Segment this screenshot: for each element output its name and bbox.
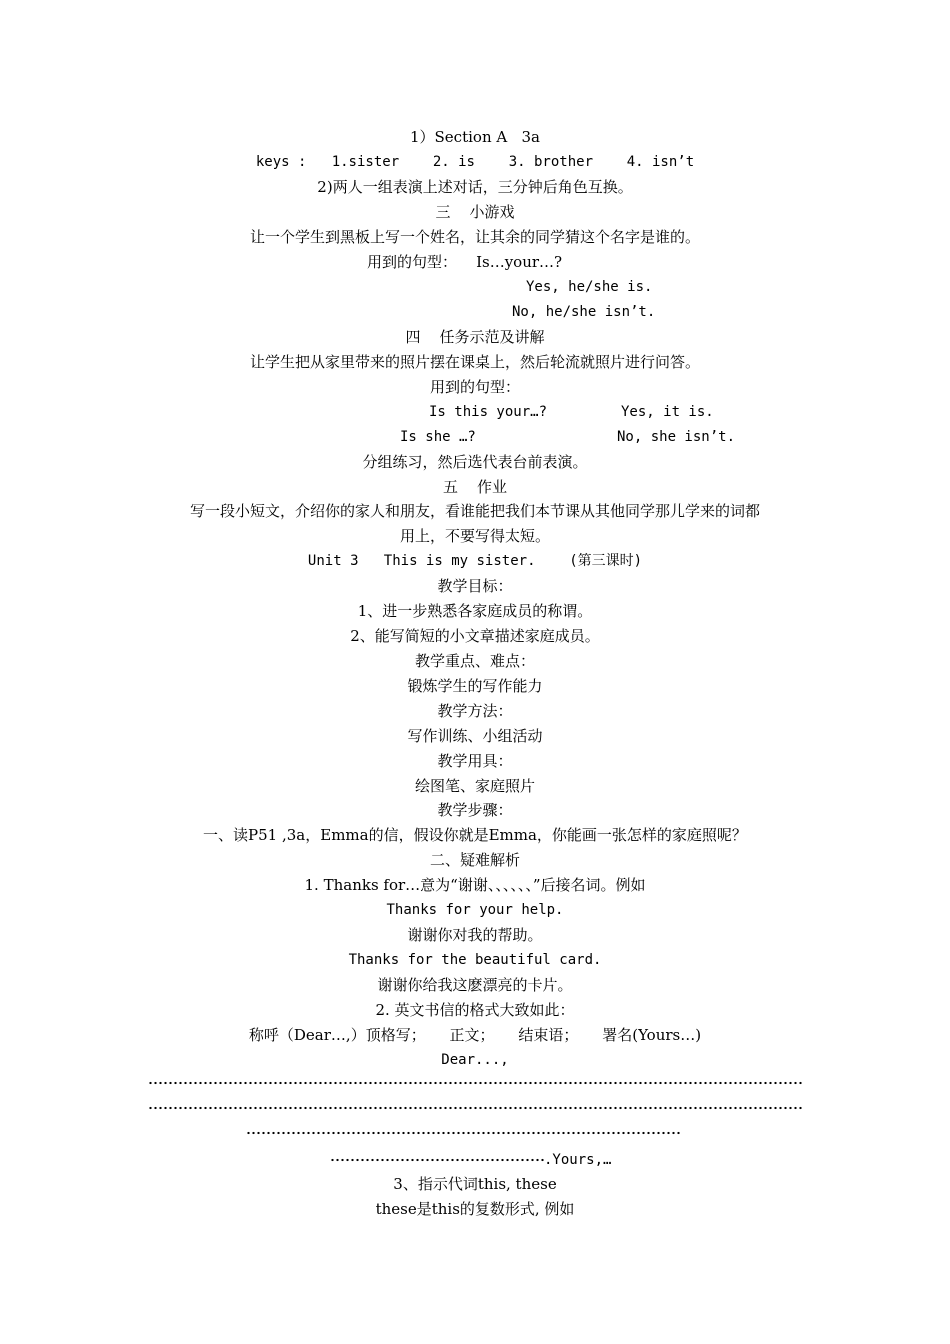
game-description: 让一个学生到黑板上写一个姓名，让其余的同学猜这个名字是谁的。	[249, 228, 700, 246]
dotted-line-1	[148, 1080, 802, 1086]
example-1-en: Thanks for your help.	[386, 902, 564, 918]
task-description: 让学生把从家里带来的照片摆在课桌上，然后轮流就照片进行问答。	[249, 353, 700, 371]
dotted-line-3	[246, 1130, 680, 1136]
letter-format-parts: 称呼（Dear…,）顶格写； 正文； 结束语； 署名(Yours…)	[248, 1026, 702, 1044]
letter-closing: .Yours,…	[544, 1152, 612, 1168]
task-pattern-label: 用到的句型：	[429, 378, 520, 396]
section-a-3a: 1）Section A 3a	[409, 128, 540, 146]
heading-game: 三 小游戏	[435, 203, 515, 221]
materials: 绘图笔、家庭照片	[414, 777, 535, 795]
game-pattern-no: No, he/she isn’t.	[512, 304, 656, 320]
group-practice: 分组练习，然后选代表台前表演。	[362, 453, 588, 471]
example-2-zh: 谢谢你给我这麽漂亮的卡片。	[377, 976, 573, 994]
step-1: 一、读P51 ,3a，Emma的信，假设你就是Emma，你能画一张怎样的家庭照呢？	[203, 826, 747, 844]
heading-methods: 教学方法：	[437, 702, 513, 720]
task-pattern-q1: Is this your…?	[429, 404, 548, 420]
game-pattern-question: 用到的句型： Is…your…?	[367, 253, 563, 271]
step-2-heading: 二、疑难解析	[429, 851, 520, 869]
objective-2: 2、能写简短的小文章描述家庭成员。	[350, 627, 600, 645]
example-2-en: Thanks for the beautiful card.	[348, 952, 602, 968]
unit-title: Unit 3 This is my sister. (第三课时)	[307, 553, 643, 569]
heading-objectives: 教学目标：	[437, 577, 513, 595]
letter-greeting: Dear...,	[441, 1052, 509, 1068]
letter-format-heading: 2. 英文书信的格式大致如此：	[375, 1001, 575, 1019]
key-points: 锻炼学生的写作能力	[407, 677, 543, 695]
pair-dialogue-instruction: 2)两人一组表演上述对话，三分钟后角色互换。	[317, 178, 633, 196]
heading-steps: 教学步骤：	[437, 801, 513, 819]
answer-keys: keys : 1.sister 2. is 3. brother 4. isn’t	[255, 154, 695, 170]
heading-key-points: 教学重点、难点：	[414, 652, 535, 670]
thanks-for-explanation: 1. Thanks for…意为“谢谢、、、、、、”后接名词。例如	[304, 876, 646, 894]
task-pattern-a1: Yes, it is.	[621, 404, 714, 420]
task-pattern-q2: Is she …?	[400, 429, 476, 445]
heading-materials: 教学用具：	[437, 752, 513, 770]
homework-line-2: 用上，不要写得太短。	[399, 527, 550, 545]
game-pattern-yes: Yes, he/she is.	[526, 279, 653, 295]
heading-homework: 五 作业	[442, 478, 508, 496]
task-pattern-a2: No, she isn’t.	[617, 429, 736, 445]
demonstratives-plural: these是this的复数形式, 例如	[375, 1200, 575, 1218]
demonstratives-heading: 3、指示代词this, these	[393, 1175, 557, 1193]
dotted-line-2	[148, 1105, 802, 1111]
heading-task-demo: 四 任务示范及讲解	[405, 328, 545, 346]
homework-line-1: 写一段小短文，介绍你的家人和朋友，看谁能把我们本节课从其他同学那儿学来的词都	[189, 502, 760, 520]
methods: 写作训练、小组活动	[407, 727, 543, 745]
example-1-zh: 谢谢你对我的帮助。	[407, 926, 543, 944]
dotted-line-4	[330, 1157, 544, 1163]
objective-1: 1、进一步熟悉各家庭成员的称谓。	[357, 602, 593, 620]
